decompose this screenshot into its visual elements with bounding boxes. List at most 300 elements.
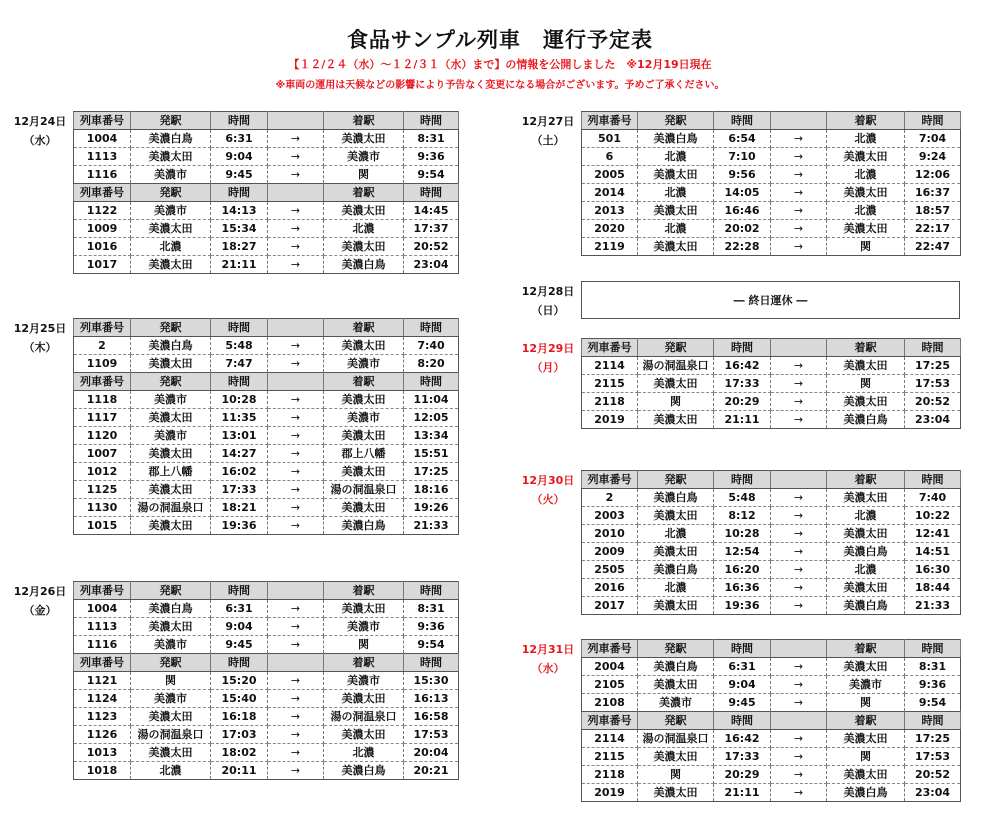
arrival-station: 美濃市 bbox=[324, 148, 404, 166]
arrival-station: 美濃太田 bbox=[324, 238, 404, 256]
departure-station: 美濃太田 bbox=[131, 445, 211, 463]
arrival-station: 美濃白鳥 bbox=[827, 784, 905, 802]
table-row bbox=[74, 220, 459, 238]
arrow-icon: → bbox=[268, 762, 324, 780]
train-number: 2010 bbox=[582, 525, 638, 543]
train-number: 1012 bbox=[74, 463, 131, 481]
table-header-row bbox=[582, 471, 961, 489]
train-number: 1116 bbox=[74, 166, 131, 184]
train-number: 1004 bbox=[74, 130, 131, 148]
departure-station: 美濃太田 bbox=[638, 202, 714, 220]
column-header: 時間 bbox=[905, 339, 961, 357]
arrival-station: 北濃 bbox=[827, 507, 905, 525]
column-header bbox=[268, 373, 324, 391]
column-header: 時間 bbox=[714, 640, 771, 658]
table-row bbox=[74, 337, 459, 355]
arrival-time: 11:04 bbox=[404, 391, 459, 409]
arrival-time: 20:52 bbox=[404, 238, 459, 256]
arrow-icon: → bbox=[771, 748, 827, 766]
arrival-station: 美濃太田 bbox=[324, 202, 404, 220]
train-number: 2017 bbox=[582, 597, 638, 615]
column-header: 時間 bbox=[404, 582, 459, 600]
arrival-station: 郡上八幡 bbox=[324, 445, 404, 463]
arrival-time: 9:54 bbox=[404, 636, 459, 654]
departure-station: 関 bbox=[638, 393, 714, 411]
column-header: 着駅 bbox=[827, 640, 905, 658]
train-number: 1121 bbox=[74, 672, 131, 690]
train-number: 2003 bbox=[582, 507, 638, 525]
table-row bbox=[74, 238, 459, 256]
table-row bbox=[74, 202, 459, 220]
publication-notice: 【１２/２４（水）～１２/３１（水）まで】の情報を公開しました ※12月19日現在 bbox=[288, 58, 712, 71]
arrival-station: 関 bbox=[324, 636, 404, 654]
column-header: 列車番号 bbox=[74, 373, 131, 391]
train-number: 2 bbox=[582, 489, 638, 507]
train-number: 1009 bbox=[74, 220, 131, 238]
arrival-time: 22:47 bbox=[905, 238, 961, 256]
table-header-row bbox=[582, 339, 961, 357]
train-number: 1118 bbox=[74, 391, 131, 409]
arrow-icon: → bbox=[771, 766, 827, 784]
departure-time: 13:01 bbox=[211, 427, 268, 445]
arrival-time: 17:53 bbox=[404, 726, 459, 744]
arrow-icon: → bbox=[268, 148, 324, 166]
departure-time: 16:36 bbox=[714, 579, 771, 597]
arrival-time: 18:57 bbox=[905, 202, 961, 220]
train-number: 2013 bbox=[582, 202, 638, 220]
arrival-station: 美濃市 bbox=[324, 355, 404, 373]
column-header: 発駅 bbox=[638, 339, 714, 357]
departure-station: 美濃白鳥 bbox=[638, 489, 714, 507]
table-row bbox=[582, 375, 961, 393]
table-header-row bbox=[74, 582, 459, 600]
table-row bbox=[74, 744, 459, 762]
arrival-station: 美濃太田 bbox=[324, 499, 404, 517]
departure-station: 美濃市 bbox=[131, 636, 211, 654]
departure-time: 16:20 bbox=[714, 561, 771, 579]
train-number: 1123 bbox=[74, 708, 131, 726]
arrival-time: 9:54 bbox=[404, 166, 459, 184]
train-number: 2005 bbox=[582, 166, 638, 184]
departure-time: 6:54 bbox=[714, 130, 771, 148]
departure-station: 美濃白鳥 bbox=[131, 600, 211, 618]
arrival-station: 北濃 bbox=[827, 166, 905, 184]
arrival-station: 美濃太田 bbox=[827, 766, 905, 784]
arrow-icon: → bbox=[771, 525, 827, 543]
train-number: 2016 bbox=[582, 579, 638, 597]
column-header: 着駅 bbox=[827, 339, 905, 357]
train-number: 501 bbox=[582, 130, 638, 148]
departure-time: 15:20 bbox=[211, 672, 268, 690]
column-header: 発駅 bbox=[131, 112, 211, 130]
column-header bbox=[771, 712, 827, 730]
table-row bbox=[74, 618, 459, 636]
departure-station: 美濃太田 bbox=[638, 543, 714, 561]
column-header: 時間 bbox=[211, 582, 268, 600]
day-weekday: （金） bbox=[23, 604, 57, 617]
table-row bbox=[582, 357, 961, 375]
page-title: 食品サンプル列車 運行予定表 bbox=[346, 28, 654, 52]
table-row bbox=[582, 148, 961, 166]
column-header: 発駅 bbox=[638, 112, 714, 130]
table-row bbox=[74, 427, 459, 445]
departure-station: 美濃白鳥 bbox=[638, 561, 714, 579]
column-header: 発駅 bbox=[131, 654, 211, 672]
table-row bbox=[582, 525, 961, 543]
train-number: 2014 bbox=[582, 184, 638, 202]
departure-time: 6:31 bbox=[211, 130, 268, 148]
departure-time: 17:33 bbox=[211, 481, 268, 499]
departure-station: 湯の洞温泉口 bbox=[131, 499, 211, 517]
arrow-icon: → bbox=[268, 672, 324, 690]
arrow-icon: → bbox=[771, 694, 827, 712]
departure-time: 10:28 bbox=[211, 391, 268, 409]
departure-station: 美濃太田 bbox=[131, 744, 211, 762]
arrival-station: 美濃太田 bbox=[827, 579, 905, 597]
train-number: 2115 bbox=[582, 375, 638, 393]
departure-time: 16:18 bbox=[211, 708, 268, 726]
day-weekday: （木） bbox=[23, 341, 57, 354]
train-number: 1120 bbox=[74, 427, 131, 445]
departure-time: 20:11 bbox=[211, 762, 268, 780]
table-row bbox=[74, 481, 459, 499]
arrival-station: 関 bbox=[827, 375, 905, 393]
column-header: 着駅 bbox=[324, 112, 404, 130]
departure-station: 美濃太田 bbox=[638, 411, 714, 429]
table-row bbox=[74, 130, 459, 148]
column-header: 列車番号 bbox=[74, 184, 131, 202]
departure-time: 16:42 bbox=[714, 357, 771, 375]
departure-time: 9:04 bbox=[714, 676, 771, 694]
arrival-station: 美濃太田 bbox=[324, 600, 404, 618]
arrow-icon: → bbox=[268, 499, 324, 517]
arrival-station: 関 bbox=[324, 166, 404, 184]
departure-station: 美濃太田 bbox=[131, 220, 211, 238]
departure-station: 北濃 bbox=[131, 238, 211, 256]
arrival-station: 美濃市 bbox=[324, 409, 404, 427]
column-header: 着駅 bbox=[324, 373, 404, 391]
day-date: 12月28日 bbox=[521, 285, 575, 298]
arrival-time: 9:54 bbox=[905, 694, 961, 712]
timetable-12月25日 bbox=[73, 318, 459, 535]
day-label bbox=[518, 339, 578, 377]
table-header-row bbox=[74, 184, 459, 202]
column-header: 列車番号 bbox=[74, 319, 131, 337]
arrival-time: 8:31 bbox=[905, 658, 961, 676]
table-row bbox=[74, 690, 459, 708]
column-header: 発駅 bbox=[638, 640, 714, 658]
train-number: 2118 bbox=[582, 766, 638, 784]
table-row bbox=[74, 148, 459, 166]
table-row bbox=[582, 393, 961, 411]
departure-time: 7:10 bbox=[714, 148, 771, 166]
column-header: 時間 bbox=[714, 471, 771, 489]
arrow-icon: → bbox=[268, 618, 324, 636]
departure-station: 美濃太田 bbox=[131, 355, 211, 373]
table-row bbox=[74, 517, 459, 535]
table-row bbox=[74, 256, 459, 274]
column-header bbox=[268, 112, 324, 130]
arrow-icon: → bbox=[268, 130, 324, 148]
column-header: 列車番号 bbox=[582, 640, 638, 658]
departure-time: 21:11 bbox=[714, 784, 771, 802]
day-date: 12月25日 bbox=[13, 322, 67, 335]
arrival-station: 美濃太田 bbox=[827, 489, 905, 507]
table-header-row bbox=[582, 112, 961, 130]
column-header: 時間 bbox=[714, 712, 771, 730]
departure-time: 19:36 bbox=[714, 597, 771, 615]
table-row bbox=[74, 726, 459, 744]
arrow-icon: → bbox=[771, 784, 827, 802]
arrival-station: 美濃白鳥 bbox=[324, 517, 404, 535]
no-service-box: ― 終日運休 ― bbox=[581, 281, 960, 319]
arrival-station: 美濃太田 bbox=[827, 393, 905, 411]
table-row bbox=[582, 543, 961, 561]
column-header: 時間 bbox=[905, 471, 961, 489]
arrival-time: 14:45 bbox=[404, 202, 459, 220]
column-header: 時間 bbox=[211, 184, 268, 202]
arrival-time: 8:20 bbox=[404, 355, 459, 373]
arrival-station: 北濃 bbox=[324, 744, 404, 762]
arrival-station: 美濃白鳥 bbox=[827, 597, 905, 615]
day-weekday: （日） bbox=[531, 304, 565, 317]
departure-time: 10:28 bbox=[714, 525, 771, 543]
timetable-12月30日 bbox=[581, 470, 961, 615]
arrival-station: 美濃白鳥 bbox=[324, 762, 404, 780]
arrow-icon: → bbox=[268, 726, 324, 744]
day-label bbox=[518, 282, 578, 320]
arrival-time: 20:52 bbox=[905, 393, 961, 411]
departure-station: 美濃市 bbox=[638, 694, 714, 712]
column-header: 列車番号 bbox=[582, 471, 638, 489]
table-row bbox=[582, 184, 961, 202]
arrival-time: 13:34 bbox=[404, 427, 459, 445]
column-header bbox=[268, 319, 324, 337]
arrival-time: 9:24 bbox=[905, 148, 961, 166]
arrival-time: 17:25 bbox=[905, 357, 961, 375]
arrival-time: 9:36 bbox=[404, 148, 459, 166]
table-row bbox=[74, 445, 459, 463]
day-date: 12月26日 bbox=[13, 585, 67, 598]
disclaimer-notice: ※車両の運用は天候などの影響により予告なく変更になる場合がございます。予めご了承ください。 bbox=[275, 80, 725, 91]
table-row bbox=[74, 391, 459, 409]
arrow-icon: → bbox=[771, 148, 827, 166]
table-row bbox=[582, 694, 961, 712]
departure-station: 北濃 bbox=[638, 148, 714, 166]
arrival-time: 18:44 bbox=[905, 579, 961, 597]
arrival-station: 美濃白鳥 bbox=[827, 543, 905, 561]
table-row bbox=[74, 409, 459, 427]
arrow-icon: → bbox=[268, 690, 324, 708]
table-row bbox=[74, 463, 459, 481]
table-header-row bbox=[582, 712, 961, 730]
column-header: 発駅 bbox=[131, 319, 211, 337]
column-header: 時間 bbox=[714, 339, 771, 357]
arrival-time: 16:30 bbox=[905, 561, 961, 579]
arrival-station: 美濃太田 bbox=[324, 463, 404, 481]
arrow-icon: → bbox=[268, 202, 324, 220]
arrow-icon: → bbox=[771, 658, 827, 676]
arrow-icon: → bbox=[268, 600, 324, 618]
arrival-time: 15:51 bbox=[404, 445, 459, 463]
train-number: 2004 bbox=[582, 658, 638, 676]
departure-station: 美濃太田 bbox=[131, 708, 211, 726]
train-number: 2114 bbox=[582, 730, 638, 748]
arrival-time: 16:58 bbox=[404, 708, 459, 726]
departure-station: 美濃白鳥 bbox=[131, 337, 211, 355]
day-date: 12月30日 bbox=[521, 474, 575, 487]
column-header: 時間 bbox=[714, 112, 771, 130]
train-number: 2118 bbox=[582, 393, 638, 411]
arrival-station: 湯の洞温泉口 bbox=[324, 481, 404, 499]
train-number: 2115 bbox=[582, 748, 638, 766]
departure-time: 7:47 bbox=[211, 355, 268, 373]
departure-station: 美濃白鳥 bbox=[638, 130, 714, 148]
arrival-time: 16:13 bbox=[404, 690, 459, 708]
arrow-icon: → bbox=[771, 166, 827, 184]
arrow-icon: → bbox=[771, 579, 827, 597]
column-header: 発駅 bbox=[638, 712, 714, 730]
column-header: 列車番号 bbox=[582, 712, 638, 730]
table-row bbox=[582, 748, 961, 766]
train-number: 2020 bbox=[582, 220, 638, 238]
column-header: 着駅 bbox=[827, 712, 905, 730]
arrival-time: 8:31 bbox=[404, 600, 459, 618]
departure-station: 関 bbox=[638, 766, 714, 784]
train-number: 1122 bbox=[74, 202, 131, 220]
column-header: 時間 bbox=[905, 640, 961, 658]
departure-station: 美濃太田 bbox=[638, 784, 714, 802]
timetable-12月24日 bbox=[73, 111, 459, 274]
arrow-icon: → bbox=[268, 636, 324, 654]
arrow-icon: → bbox=[268, 166, 324, 184]
departure-station: 美濃白鳥 bbox=[638, 658, 714, 676]
arrow-icon: → bbox=[771, 411, 827, 429]
departure-station: 北濃 bbox=[638, 579, 714, 597]
departure-station: 美濃太田 bbox=[638, 597, 714, 615]
column-header: 時間 bbox=[211, 319, 268, 337]
arrow-icon: → bbox=[268, 238, 324, 256]
arrow-icon: → bbox=[771, 238, 827, 256]
departure-station: 美濃市 bbox=[131, 202, 211, 220]
arrow-icon: → bbox=[268, 708, 324, 726]
departure-time: 14:27 bbox=[211, 445, 268, 463]
timetable-12月29日 bbox=[581, 338, 961, 429]
arrow-icon: → bbox=[771, 357, 827, 375]
arrival-station: 北濃 bbox=[827, 561, 905, 579]
table-row bbox=[74, 355, 459, 373]
departure-station: 美濃白鳥 bbox=[131, 130, 211, 148]
column-header bbox=[268, 184, 324, 202]
table-row bbox=[582, 130, 961, 148]
departure-time: 6:31 bbox=[714, 658, 771, 676]
departure-time: 14:05 bbox=[714, 184, 771, 202]
departure-station: 美濃太田 bbox=[638, 676, 714, 694]
arrival-station: 美濃太田 bbox=[324, 427, 404, 445]
day-label bbox=[10, 319, 70, 357]
departure-station: 関 bbox=[131, 672, 211, 690]
departure-time: 18:21 bbox=[211, 499, 268, 517]
column-header: 着駅 bbox=[324, 582, 404, 600]
arrival-station: 美濃太田 bbox=[827, 525, 905, 543]
train-number: 2019 bbox=[582, 411, 638, 429]
table-header-row bbox=[74, 654, 459, 672]
column-header: 発駅 bbox=[131, 373, 211, 391]
table-row bbox=[74, 672, 459, 690]
arrival-time: 7:40 bbox=[905, 489, 961, 507]
column-header: 時間 bbox=[404, 319, 459, 337]
table-row bbox=[74, 499, 459, 517]
arrival-station: 美濃白鳥 bbox=[827, 411, 905, 429]
column-header: 時間 bbox=[211, 373, 268, 391]
arrival-station: 美濃太田 bbox=[324, 130, 404, 148]
departure-time: 9:04 bbox=[211, 148, 268, 166]
arrival-time: 7:40 bbox=[404, 337, 459, 355]
departure-time: 15:34 bbox=[211, 220, 268, 238]
train-number: 2119 bbox=[582, 238, 638, 256]
table-header-row bbox=[582, 640, 961, 658]
arrival-time: 8:31 bbox=[404, 130, 459, 148]
arrival-station: 北濃 bbox=[324, 220, 404, 238]
column-header bbox=[771, 471, 827, 489]
column-header bbox=[268, 654, 324, 672]
train-number: 2114 bbox=[582, 357, 638, 375]
departure-time: 20:29 bbox=[714, 766, 771, 784]
table-row bbox=[582, 766, 961, 784]
column-header: 時間 bbox=[211, 654, 268, 672]
day-weekday: （土） bbox=[531, 134, 565, 147]
table-row bbox=[582, 730, 961, 748]
arrow-icon: → bbox=[771, 220, 827, 238]
train-number: 1004 bbox=[74, 600, 131, 618]
arrival-time: 20:52 bbox=[905, 766, 961, 784]
arrival-time: 23:04 bbox=[905, 411, 961, 429]
arrow-icon: → bbox=[771, 507, 827, 525]
departure-station: 湯の洞温泉口 bbox=[638, 357, 714, 375]
table-row bbox=[582, 220, 961, 238]
arrow-icon: → bbox=[771, 202, 827, 220]
train-number: 2019 bbox=[582, 784, 638, 802]
arrival-station: 美濃太田 bbox=[827, 357, 905, 375]
departure-time: 20:02 bbox=[714, 220, 771, 238]
column-header: 発駅 bbox=[131, 582, 211, 600]
arrival-time: 23:04 bbox=[404, 256, 459, 274]
table-row bbox=[582, 489, 961, 507]
departure-time: 9:45 bbox=[211, 636, 268, 654]
column-header: 時間 bbox=[404, 654, 459, 672]
table-row bbox=[74, 708, 459, 726]
day-weekday: （水） bbox=[531, 662, 565, 675]
day-date: 12月24日 bbox=[13, 115, 67, 128]
train-number: 2108 bbox=[582, 694, 638, 712]
train-number: 2 bbox=[74, 337, 131, 355]
train-number: 1130 bbox=[74, 499, 131, 517]
arrival-time: 16:37 bbox=[905, 184, 961, 202]
arrival-time: 20:21 bbox=[404, 762, 459, 780]
timetable-12月31日 bbox=[581, 639, 961, 802]
arrival-station: 関 bbox=[827, 748, 905, 766]
column-header: 着駅 bbox=[324, 184, 404, 202]
arrival-time: 9:36 bbox=[404, 618, 459, 636]
arrow-icon: → bbox=[268, 355, 324, 373]
train-number: 1126 bbox=[74, 726, 131, 744]
day-date: 12月27日 bbox=[521, 115, 575, 128]
arrival-station: 北濃 bbox=[827, 202, 905, 220]
arrival-station: 美濃太田 bbox=[827, 148, 905, 166]
train-number: 1113 bbox=[74, 618, 131, 636]
table-row bbox=[582, 597, 961, 615]
departure-time: 17:33 bbox=[714, 748, 771, 766]
